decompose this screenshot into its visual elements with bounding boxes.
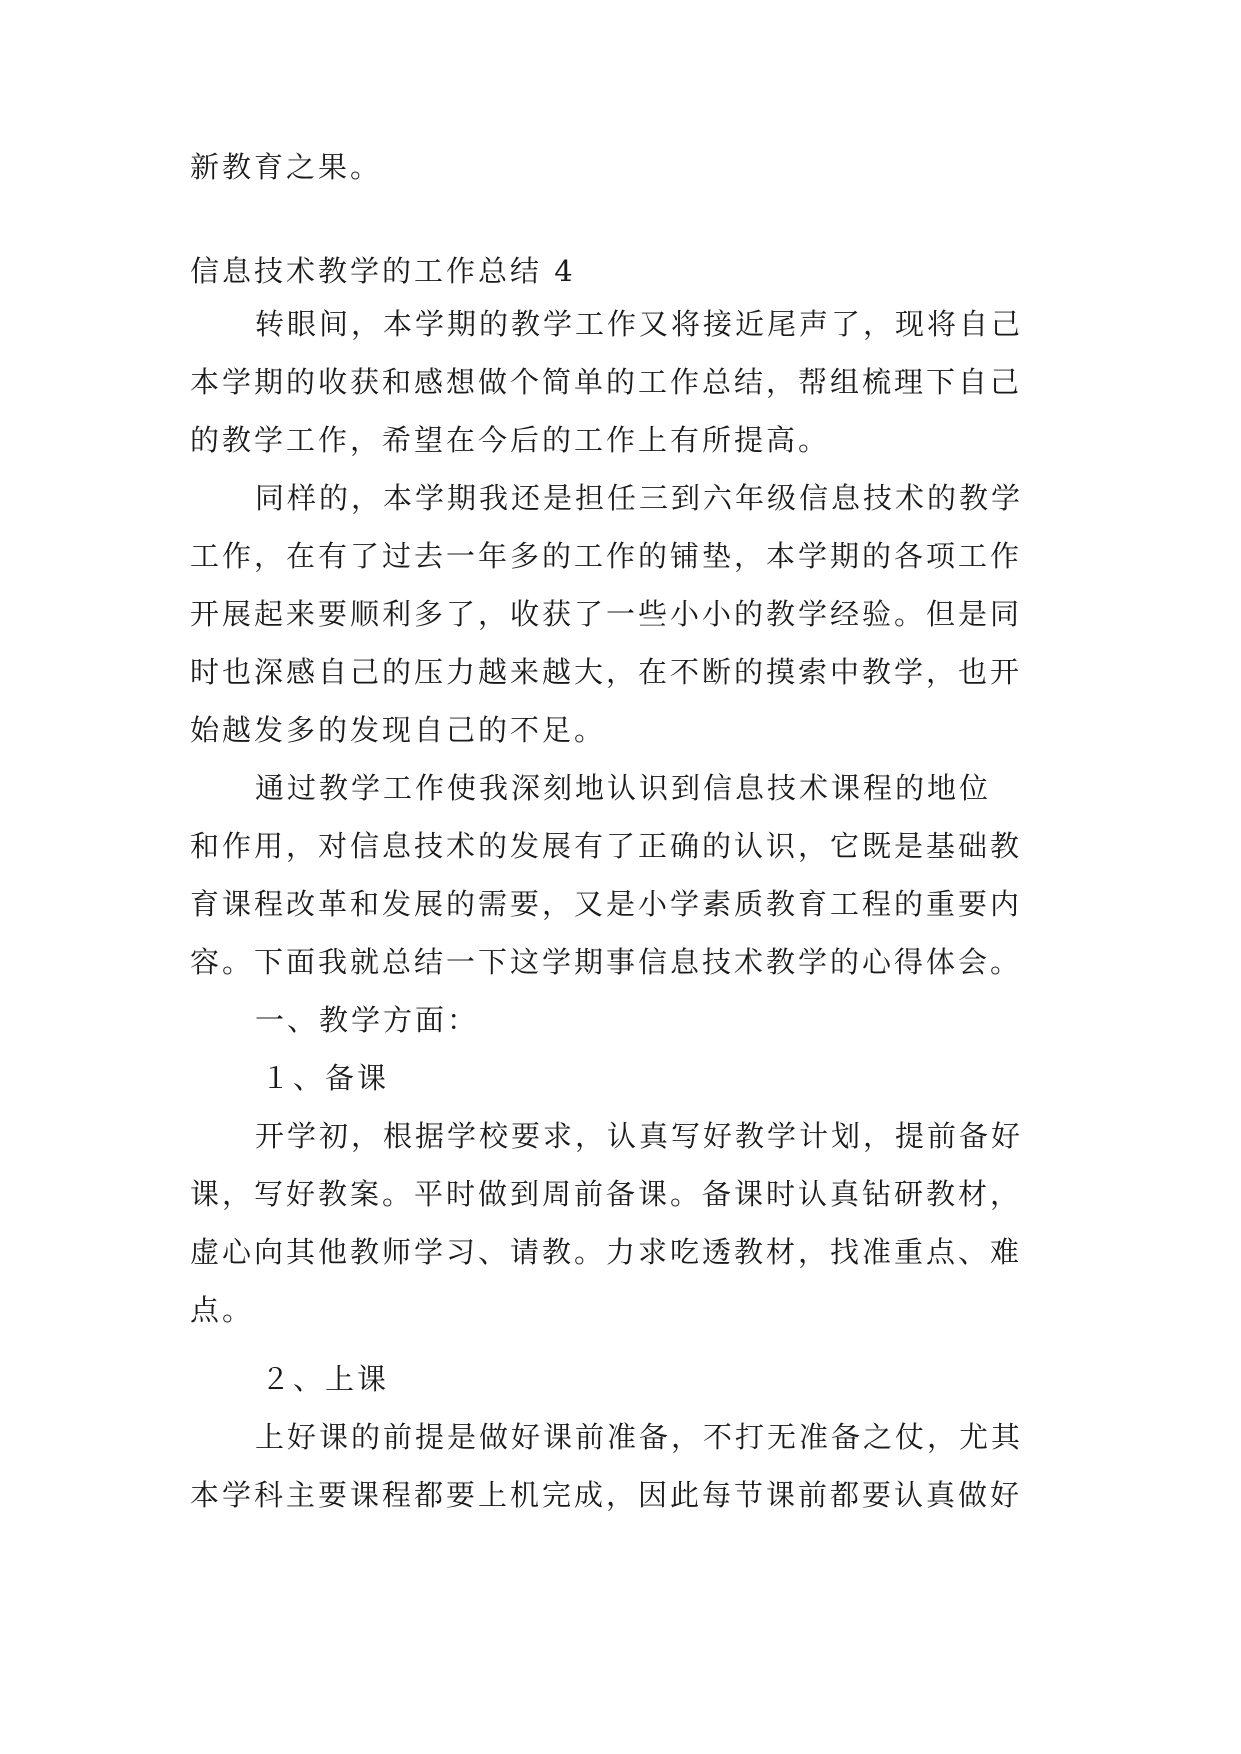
paragraph-line: 育课程改革和发展的需要，又是小学素质教育工程的重要内 — [190, 887, 1023, 921]
fragment-line: 新教育之果。 — [190, 150, 383, 184]
paragraph-line: 转眼间，本学期的教学工作又将接近尾声了，现将自己 — [255, 307, 1024, 341]
paragraph-line: 工作，在有了过去一年多的工作的铺垫，本学期的各项工作 — [190, 539, 1023, 573]
fragment-block — [190, 138, 1060, 196]
paragraph-line: 时也深感自己的压力越来越大，在不断的摸索中教学，也开 — [190, 655, 1023, 689]
section-heading: 信息技术教学的工作总结 4 — [190, 254, 576, 288]
paragraph-line: 通过教学工作使我深刻地认识到信息技术课程的地位 — [255, 771, 992, 805]
paragraph-line: 开学初，根据学校要求，认真写好教学计划，提前备好 — [255, 1119, 1024, 1153]
paragraph-line: 容。下面我就总结一下这学期事信息技术教学的心得体会。 — [190, 945, 1023, 979]
section-title: 一、教学方面： — [255, 1003, 480, 1037]
paragraph-line: 和作用，对信息技术的发展有了正确的认识，它既是基础教 — [190, 829, 1023, 863]
paragraph-line: 开展起来要顺利多了，收获了一些小小的教学经验。但是同 — [190, 597, 1023, 631]
paragraph-line: 本学期的收获和感想做个简单的工作总结，帮组梳理下自己 — [190, 365, 1023, 399]
heading-block — [190, 242, 1060, 300]
paragraph-line: 始越发多的发现自己的不足。 — [190, 713, 607, 747]
paragraph-line: 本学科主要课程都要上机完成，因此每节课前都要认真做好 — [190, 1478, 1023, 1512]
paragraph-line: 课，写好教案。平时做到周前备课。备课时认真钻研教材， — [190, 1177, 1023, 1211]
subsection-title: ２、上课 — [261, 1362, 390, 1396]
paragraph-line: 上好课的前提是做好课前准备，不打无准备之仗，尤其 — [255, 1420, 1024, 1454]
paragraph-line: 同样的，本学期我还是担任三到六年级信息技术的教学 — [255, 481, 1024, 515]
subsection-title: １、备课 — [261, 1061, 390, 1095]
paragraph-line: 虚心向其他教师学习、请教。力求吃透教材，找准重点、难 — [190, 1235, 1023, 1269]
paragraph-line: 点。 — [190, 1293, 255, 1327]
sub2-block — [190, 1350, 1060, 1524]
paragraph-line: 的教学工作，希望在今后的工作上有所提高。 — [190, 423, 831, 457]
main-body — [190, 295, 1060, 1339]
